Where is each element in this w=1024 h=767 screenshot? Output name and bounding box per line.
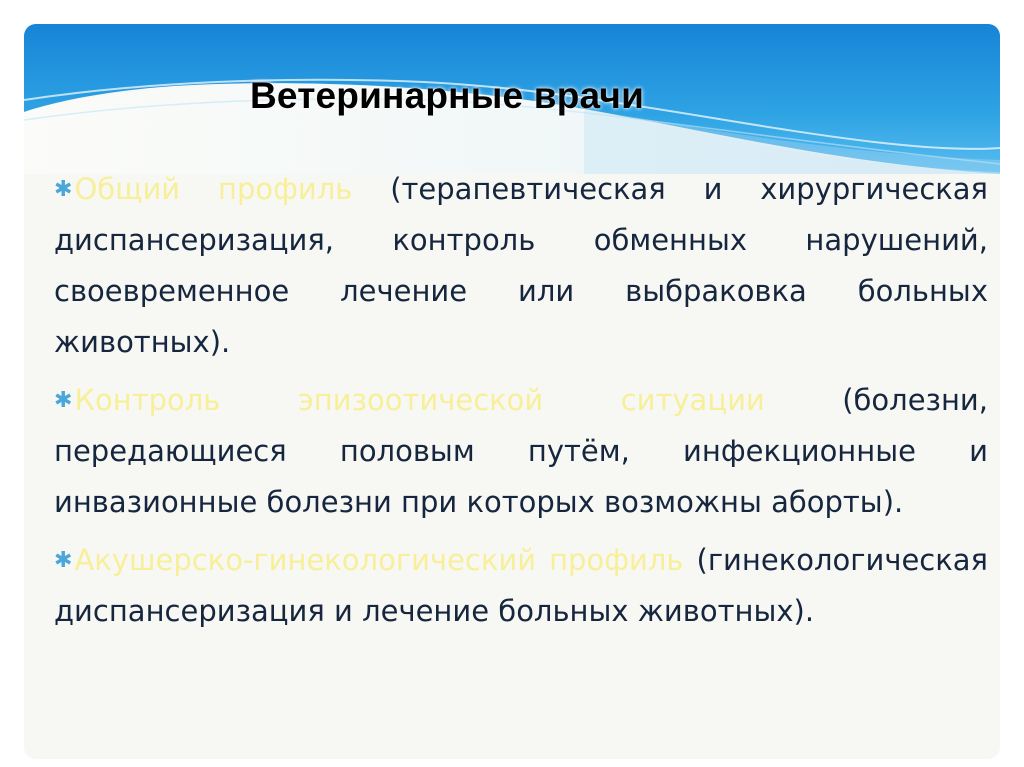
asterisk-bullet-icon: ✱ xyxy=(54,388,73,413)
list-item xyxy=(54,164,988,368)
slide-body xyxy=(54,164,988,644)
bullet-text: (терапевтическая и хирургическая диспансеризация, контроль обменных нарушений, своевременное лечение или выбраковка больных животных). xyxy=(54,172,988,359)
bullet-text: (гинекологическая диспансеризация и лечение больных животных). xyxy=(54,543,988,628)
bullet-highlight: Акушерско-гинекологический профиль xyxy=(74,543,684,577)
asterisk-bullet-icon: ✱ xyxy=(54,548,73,573)
bullet-text: (болезни, передающиеся половым путём, инфекционные и инвазионные болезни при которых возможны аборты). xyxy=(54,383,988,519)
bullet-highlight: Общий профиль xyxy=(74,172,353,206)
list-item xyxy=(54,375,988,528)
asterisk-bullet-icon: ✱ xyxy=(54,177,73,202)
bullet-highlight: Контроль эпизоотической ситуации xyxy=(74,383,765,417)
slide-title: Ветеринарные врачи xyxy=(250,75,645,116)
list-item xyxy=(54,535,988,637)
